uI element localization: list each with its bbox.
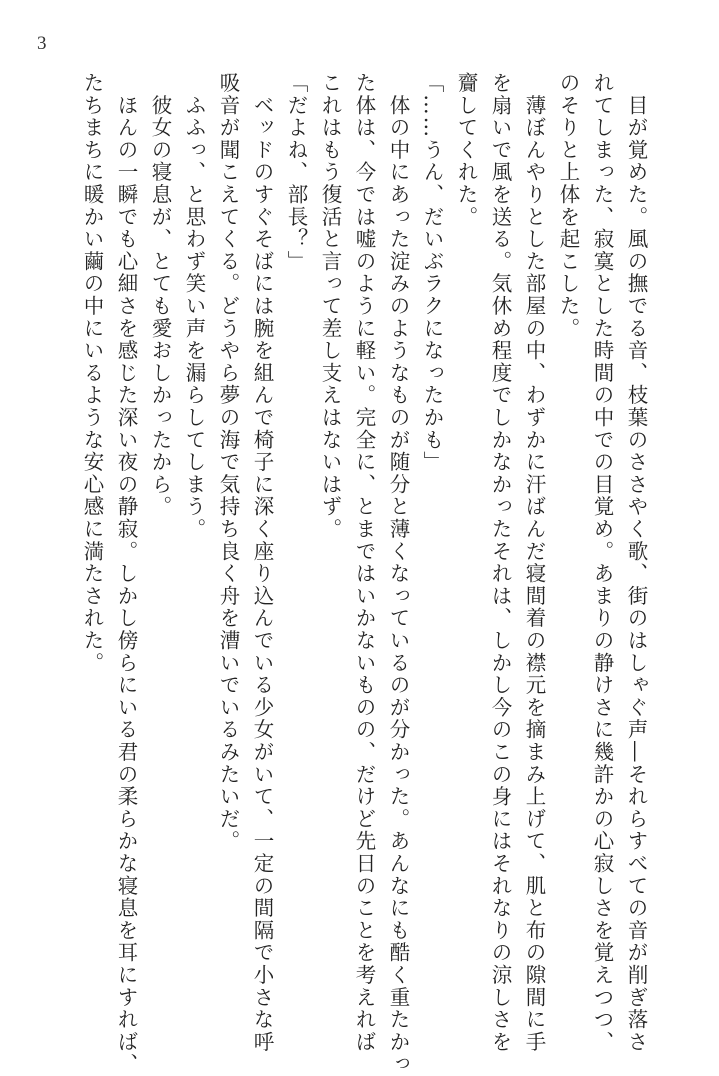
text-line: 彼女の寝息が、とても愛おしかったから。 [148, 72, 172, 518]
text-line: ベッドのすぐそばには腕を組んで椅子に深く座り込んでいる少女がいて、一定の間隔で小さな呼 [250, 72, 274, 1054]
text-line: 薄ぼんやりとした部屋の中、わずかに汗ばんだ寝間着の襟元を摘まみ上げて、肌と布の隙間に手 [522, 72, 546, 1054]
text-line: 齎してくれた。 [454, 72, 478, 229]
text-line: れてしまった、寂寞とした時間の中での目覚め。あまりの静けさに幾許かの心寂しさを覚えつつ、 [590, 72, 614, 1054]
text-line: た体は、今では嘘のように軽い。完全に、とまではいかないものの、だけど先日のことを考えれば [352, 72, 376, 1054]
text-line: のそりと上体を起こした。 [556, 72, 580, 340]
text-line: 体の中にあった淀みのようなものが随分と薄くなっているのが分かった。あんなにも酷く重たかっ [386, 72, 410, 1076]
text-line: 吸音が聞こえてくる。どうやら夢の海で気持ち良く舟を漕いでいるみたいだ。 [216, 72, 240, 853]
text-line: 「……うん、だいぶラクになったかも」 [420, 72, 444, 474]
text-line: 「だよね、部長？」 [284, 72, 308, 273]
text-line: これはもう復活と言って差し支えはないはず。 [318, 72, 342, 541]
text-line: ふふっ、と思わず笑い声を漏らしてしまう。 [182, 72, 206, 541]
page-number: 3 [37, 33, 47, 54]
novel-text-body [75, 72, 653, 1076]
text-line: を扇いで風を送る。気休め程度でしかなかったそれは、しかし今のこの身にはそれなりの涼しさを [488, 72, 512, 1054]
text-line: 目が覚めた。風の撫でる音、枝葉のささやく歌、街のはしゃぐ声―それらすべての音が削ぎ落さ [624, 72, 648, 1054]
text-line: ほんの一瞬でも心細さを感じた深い夜の静寂。しかし傍らにいる君の柔らかな寝息を耳にすれば、 [114, 72, 138, 1076]
text-line: たちまちに暖かい繭の中にいるような安心感に満たされた。 [80, 72, 104, 675]
